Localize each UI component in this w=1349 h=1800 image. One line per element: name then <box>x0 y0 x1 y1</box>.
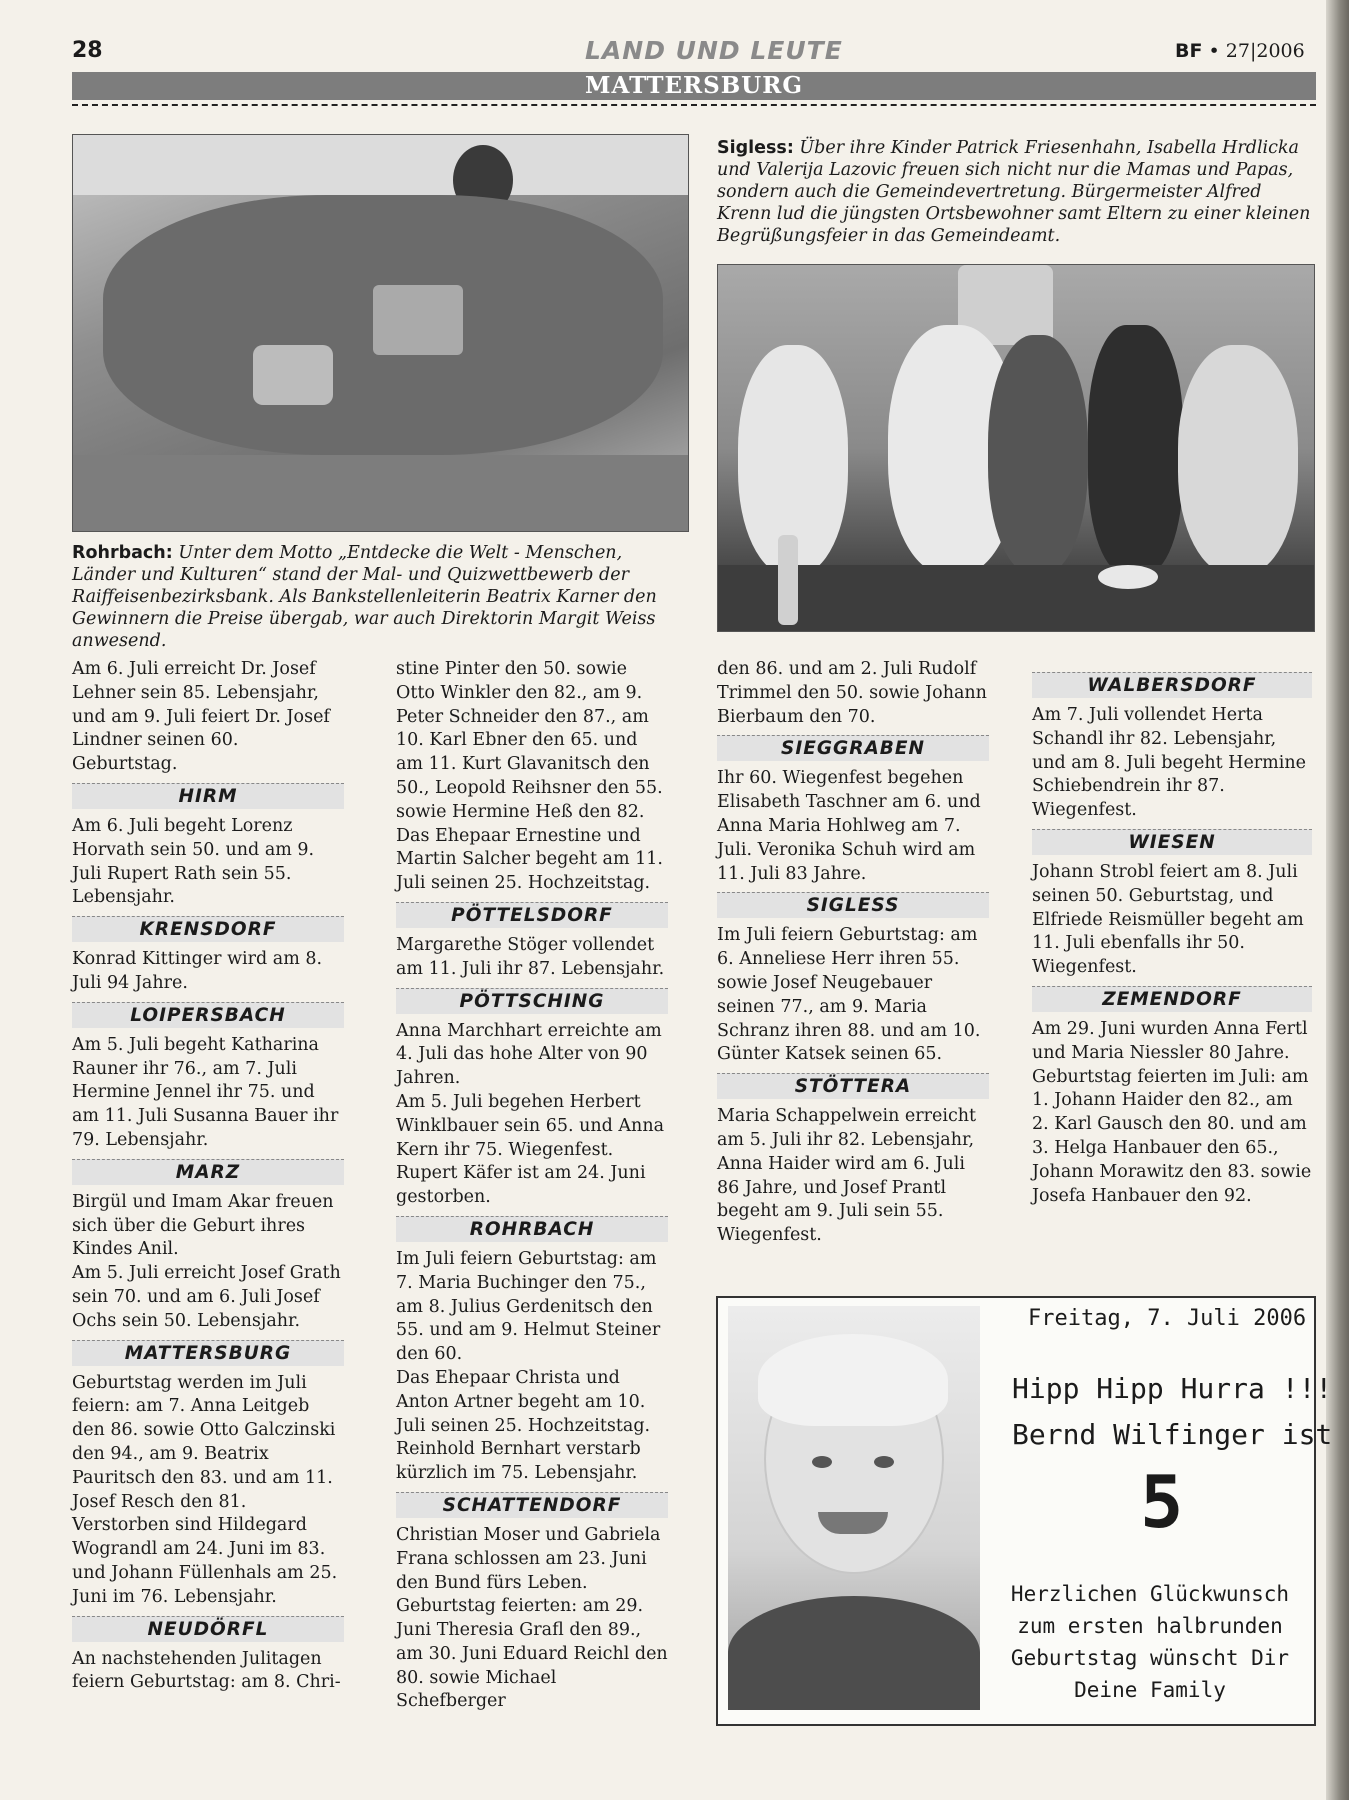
neudoerfl-text: An nachstehenden Julitagen feiern Geburtstag: am 8. Chri- <box>72 1648 341 1693</box>
ad-message-2: zum ersten halbrunden <box>1017 1614 1283 1638</box>
column-4 <box>1032 666 1312 1208</box>
rohrbach-text-1: Im Juli feiern Geburtstag: am 7. Maria Buchinger den 75., am 8. Julius Gerdenitsch den 55. und am 9. Helmut Steiner den 60. <box>396 1248 661 1365</box>
photo-shape <box>718 565 1314 631</box>
issue-number: 27|2006 <box>1225 40 1305 62</box>
region-banner: MATTERSBURG <box>72 72 1316 100</box>
heading-marz: MARZ <box>72 1159 344 1185</box>
ad-message-3: Geburtstag wünscht Dir <box>1010 1646 1290 1670</box>
photo-shape <box>1088 325 1183 575</box>
heading-schattendorf: SCHATTENDORF <box>396 1492 668 1518</box>
heading-poettelsdorf: PÖTTELSDORF <box>396 902 668 928</box>
ad-age: 5 <box>1140 1460 1184 1544</box>
poettsching-text-2: Am 5. Juli begehen Herbert Winklbauer sein 65. und Anna Kern ihr 75. Wiegenfest. Rupert Käfer ist am 24. Juni gestorben. <box>396 1091 665 1208</box>
heading-sieggraben: SIEGGRABEN <box>717 735 989 761</box>
sigless-caption-label: Sigless: <box>717 138 794 158</box>
poettelsdorf-text: Margarethe Stöger vollendet am 11. Juli ihr 87. Lebensjahr. <box>396 934 665 979</box>
heading-zemendorf: ZEMENDORF <box>1032 986 1312 1012</box>
sigless-caption-text: Über ihre Kinder Patrick Friesenhahn, Isabella Hrdlicka und Valerija Lazovic freuen sich nicht nur die Mamas und Papas, sondern auch die Gemeindevertretung. Bürgermeister Alfred Krenn lud die jüngsten Ortsbewohner samt Eltern zu einer kleinen Begrüßungsfeier in das Gemeindeamt. <box>717 138 1311 246</box>
photo-shape <box>1178 345 1298 575</box>
sigless-text: Im Juli feiern Geburtstag: am 6. Anneliese Herr ihren 55. sowie Josef Neugebauer seinen 77., am 9. Maria Schranz ihren 88. und am 10. Günter Katsek seinen 65. <box>717 925 981 1065</box>
ad-headline: Hipp Hipp Hurra !!! <box>1012 1372 1333 1405</box>
zemendorf-text-2: Geburtstag feierten im Juli: am 1. Johann Haider den 82., am 2. Karl Gausch den 80. und am 3. Helga Hanbauer den 65., Johann Morawitz den 83. sowie Josefa Hanbauer den 92. <box>1032 1066 1312 1206</box>
photo-shape <box>988 335 1088 575</box>
heading-hirm: HIRM <box>72 783 344 809</box>
photo-shape <box>874 1456 894 1468</box>
stoettera-text: Maria Schappelwein erreicht am 5. Juli ihr 82. Lebensjahr, Anna Haider wird am 6. Juli 86 Jahre, und Josef Prantl begeht am 9. Juli sein 55. Wiegenfest. <box>717 1106 977 1246</box>
photo-shape <box>728 1596 980 1710</box>
photo-shape <box>1098 565 1158 589</box>
sigless-caption <box>717 137 1313 247</box>
photo-shape <box>818 1512 888 1534</box>
column-2 <box>396 658 668 1714</box>
marz-text-2: Am 5. Juli erreicht Josef Grath sein 70. und am 6. Juli Josef Ochs sein 50. Lebensjahr. <box>72 1263 341 1331</box>
heading-krensdorf: KRENSDORF <box>72 916 344 942</box>
walbersdorf-text: Am 7. Juli vollendet Herta Schandl ihr 82. Lebensjahr, und am 8. Juli begeht Hermine Schiebendrein ihr 87. Wiegenfest. <box>1032 705 1306 821</box>
mattersburg-text-1: Geburtstag werden im Juli feiern: am 7. Anna Leitgeb den 86. sowie Otto Galczinski den 94., am 9. Beatrix Pauritsch den 83. und am 11. Josef Resch den 81. <box>72 1372 336 1512</box>
rohrbach-caption <box>72 542 687 652</box>
issue-brand: BF <box>1175 40 1203 62</box>
ad-message-4: Deine Family <box>1074 1678 1226 1702</box>
rohrbach-group-photo <box>72 134 689 532</box>
photo-shape <box>812 1456 832 1468</box>
schattendorf-text-1: Christian Moser und Gabriela Frana schlossen am 23. Juni den Bund fürs Leben. <box>396 1524 661 1593</box>
page-number: 28 <box>72 38 103 63</box>
heading-sigless: SIGLESS <box>717 892 989 918</box>
ad-name-line: Bernd Wilfinger ist <box>1012 1418 1333 1451</box>
photo-shape <box>373 285 463 355</box>
schattendorf-text-2: Geburtstag feierten: am 29. Juni Theresia Grafl den 89., am 30. Juni Eduard Reichl den 80. sowie Michael Schefberger <box>396 1596 668 1712</box>
ad-message-1: Herzlichen Glückwunsch <box>1010 1582 1290 1606</box>
rohrbach-caption-text: Unter dem Motto „Entdecke die Welt - Menschen, Länder und Kulturen“ stand der Mal- und Quizwettbewerb der Raiffeisenbezirksbank. Als Bankstellenleiterin Beatrix Karner den Gewinnern die Preise übergab, war auch Direktorin Margit Weiss anwesend. <box>72 543 657 651</box>
sigless-photo <box>717 264 1315 632</box>
ad-date: Freitag, 7. Juli 2006 <box>1028 1306 1307 1331</box>
heading-rohrbach: ROHRBACH <box>396 1216 668 1242</box>
header-divider <box>72 104 1316 106</box>
zemendorf-text-1: Am 29. Juni wurden Anna Fertl und Maria Niessler 80 Jahre. <box>1032 1018 1308 1063</box>
photo-shape <box>253 345 333 405</box>
mattersburg-text-2: Verstorben sind Hildegard Wograndl am 24. Juni im 83. und Johann Füllenhals am 25. Juni im 76. Lebensjahr. <box>72 1515 338 1607</box>
photo-shape <box>73 455 688 531</box>
neudoerfl-anniversary: Das Ehepaar Ernestine und Martin Salcher begeht am 11. Juli seinen 25. Hochzeitstag. <box>396 825 663 894</box>
loipersbach-text: Am 5. Juli begeht Katharina Rauner ihr 76., am 7. Juli Hermine Jennel ihr 75. und am 11. Juli Susanna Bauer ihr 79. Lebensjahr. <box>72 1034 339 1150</box>
column-3 <box>717 658 989 1248</box>
heading-stoettera: STÖTTERA <box>717 1073 989 1099</box>
sieggraben-text: Ihr 60. Wiegenfest begehen Elisabeth Taschner am 6. und Anna Maria Hohlweg am 7. Juli. Veronika Schuh wird am 11. Juli 83 Jahre. <box>717 768 981 884</box>
heading-poettsching: PÖTTSCHING <box>396 988 668 1014</box>
heading-loipersbach: LOIPERSBACH <box>72 1002 344 1028</box>
photo-shape <box>73 135 688 195</box>
heading-walbersdorf: WALBERSDORF <box>1032 672 1312 698</box>
hirm-text: Am 6. Juli begeht Lorenz Horvath sein 50. und am 9. Juli Rupert Rath sein 55. Lebensjahr. <box>72 815 315 908</box>
intro-text: Am 6. Juli erreicht Dr. Josef Lehner sein 85. Lebensjahr, und am 9. Juli feiert Dr. Josef Lindner seinen 60. Geburtstag. <box>72 659 330 775</box>
heading-neudoerfl: NEUDÖRFL <box>72 1616 344 1642</box>
heading-mattersburg: MATTERSBURG <box>72 1340 344 1366</box>
rohrbach-text-2: Das Ehepaar Christa und Anton Artner begeht am 10. Juli seinen 25. Hochzeitstag. <box>396 1367 651 1436</box>
marz-text-1: Birgül und Imam Akar freuen sich über die Geburt ihres Kindes Anil. <box>72 1191 334 1260</box>
issue-separator: • <box>1208 40 1220 62</box>
neudoerfl-continued: stine Pinter den 50. sowie Otto Winkler den 82., am 9. Peter Schneider den 87., am 10. Karl Ebner den 65. und am 11. Kurt Glavanitsch den 50., Leopold Reihsner den 55. sowie Hermine Heß den 82. <box>396 659 663 822</box>
rohrbach-text-3: Reinhold Bernhart verstarb kürzlich im 75. Lebensjahr. <box>396 1439 641 1484</box>
section-title: LAND UND LEUTE <box>585 36 843 65</box>
issue-info <box>1175 40 1305 62</box>
page-edge <box>1326 0 1349 1800</box>
photo-shape <box>778 535 798 625</box>
photo-shape <box>758 1334 948 1426</box>
schattendorf-continued: den 86. und am 2. Juli Rudolf Trimmel den 50. sowie Johann Bierbaum den 70. <box>717 659 987 727</box>
wiesen-text: Johann Strobl feiert am 8. Juli seinen 50. Geburtstag, und Elfriede Reismüller begeht am 11. Juli ebenfalls ihr 50. Wiegenfest. <box>1032 861 1304 978</box>
column-1 <box>72 658 344 1695</box>
heading-wiesen: WIESEN <box>1032 829 1312 855</box>
poettsching-text-1: Anna Marchhart erreichte am 4. Juli das hohe Alter von 90 Jahren. <box>396 1020 662 1089</box>
child-photo <box>728 1306 980 1710</box>
rohrbach-caption-label: Rohrbach: <box>72 543 173 563</box>
krensdorf-text: Konrad Kittinger wird am 8. Juli 94 Jahre. <box>72 949 323 993</box>
